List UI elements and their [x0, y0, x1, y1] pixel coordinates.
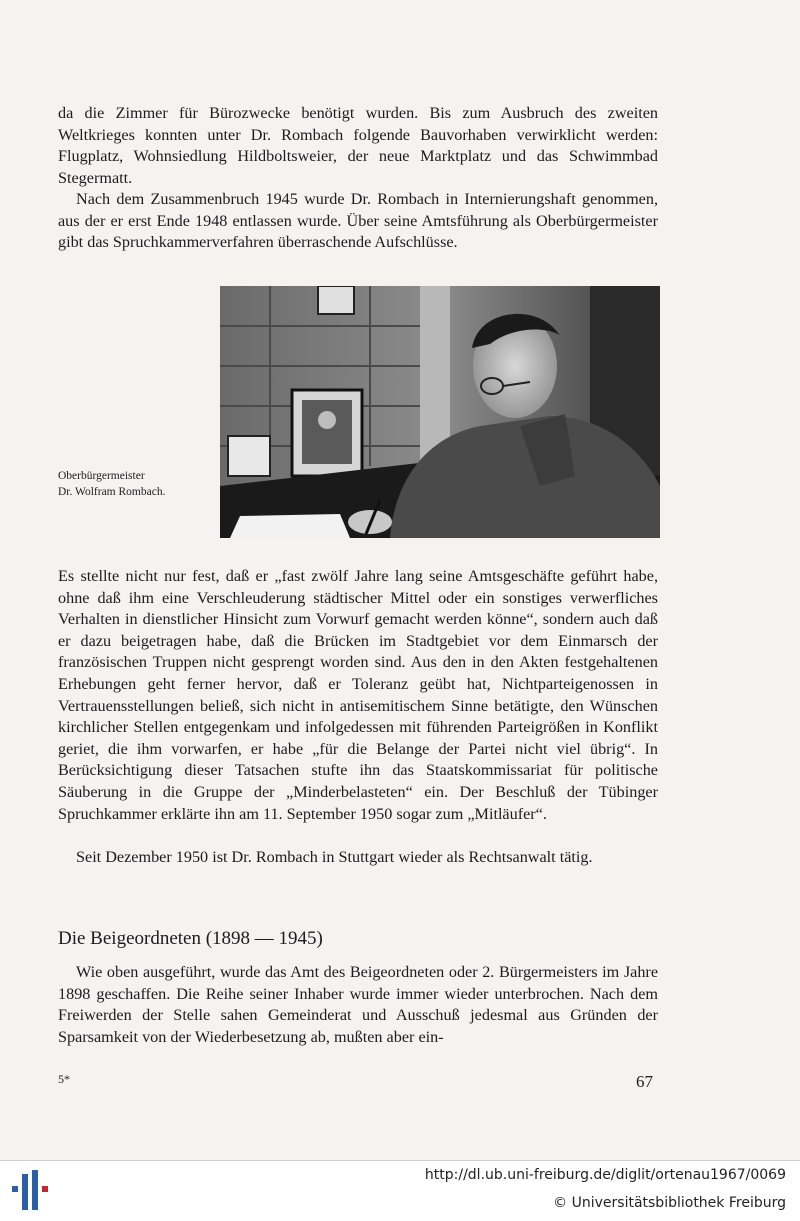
paragraph-4: Seit Dezember 1950 ist Dr. Rombach in Stuttgart wieder als Rechtsanwalt tätig. [76, 848, 593, 866]
paragraph-1: da die Zimmer für Bürozwecke benötigt wurden. Bis zum Ausbruch des zweiten Weltkrieges konnten unter Dr. Rombach folgende Bauvorhaben verwirklicht werden: Flugplatz, Wohnsiedlung Hildboltsweier, der neue Marktplatz und das Schwimmbad Stegermatt. [58, 104, 658, 187]
section-heading: Die Beigeordneten (1898 — 1945) [58, 928, 323, 949]
paragraph-2: Nach dem Zusammenbruch 1945 wurde Dr. Rombach in Internierungshaft genommen, aus der er erst Ende 1948 entlassen wurde. Über seine Amtsführung als Oberbürgermeister gibt das Spruchkammerverfahren überraschende Aufschlüsse. [58, 190, 658, 252]
caption-line-1: Oberbürgermeister [58, 470, 145, 482]
copyright-notice: © Universitätsbibliothek Freiburg [553, 1195, 786, 1211]
caption-line-2: Dr. Wolfram Rombach. [58, 486, 166, 498]
paragraph-3: Es stellte nicht nur fest, daß er „fast zwölf Jahre lang seine Amtsgeschäfte geführt habe, ohne daß ihm eine Verschleuderung städtischer Mittel oder ein sonstiges verwerfliches Verhalten in dienstlicher Hinsicht zum Vorwurf gemacht werden könne“, sondern auch daß er dazu beigetragen habe, daß die Brücken im Stadtgebiet vor dem Einmarsch der französischen Truppen nicht gesprengt worden sind. Aus den in den Akten festgehaltenen Erhebungen geht ferner hervor, daß er Toleranz geübt hat, Nichtparteigenossen in Vertrauensstellungen beließ, sich nicht in antisemitischem Sinne betätigte, den Wünschen kirchlicher Stellen entgegenkam und infolgedessen mit führenden Parteigrößen in Konflikt geriet, die ihm vorwarfen, er habe „für die Belange der Partei nicht viel übrig“. In Berücksichtigung dieser Tatsachen stufte ihn das Staatskommissariat für politische Säuberung in die Gruppe der „Minderbelasteten“ ein. Der Beschluß der Tübinger Spruchkammer erklärte ihn am 11. September 1950 sogar zum „Mitläufer“. [58, 567, 658, 823]
portrait-photo [220, 286, 660, 538]
photo-caption [58, 468, 208, 500]
library-logo-icon [10, 1166, 50, 1218]
viewer-footer [0, 1160, 800, 1221]
page-number: 67 [636, 1072, 653, 1091]
permalink-url[interactable]: http://dl.ub.uni-freiburg.de/diglit/ortenau1967/0069 [424, 1167, 786, 1183]
signature-mark: 5* [58, 1072, 70, 1086]
paragraph-5: Wie oben ausgeführt, wurde das Amt des Beigeordneten oder 2. Bürgermeisters im Jahre 1898 geschaffen. Die Reihe seiner Inhaber wurde immer wieder unterbrochen. Nach dem Freiwerden der Stelle sahen Gemeinderat und Ausschuß jedesmal aus Gründen der Sparsamkeit von der Wiederbesetzung ab, mußten aber ein- [58, 963, 658, 1046]
